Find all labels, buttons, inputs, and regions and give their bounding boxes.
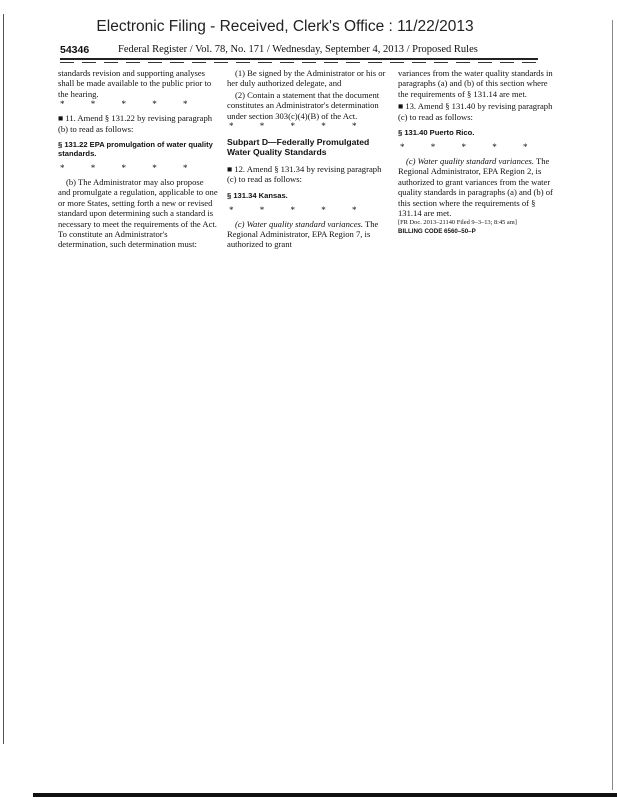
omission-stars: * * * * * — [60, 163, 200, 174]
paragraph-lead: (c) Water quality standard variances. — [235, 218, 364, 229]
omission-stars: * * * * * — [60, 99, 200, 110]
amendment-instruction: ■ 12. Amend § 131.34 by revising paragraph (c) to read as follows: — [227, 163, 382, 185]
running-header: Federal Register / Vol. 78, No. 171 / Wednesday, September 4, 2013 / Proposed Rules — [118, 44, 478, 55]
column-2 — [227, 68, 387, 251]
federal-register-header — [60, 44, 540, 58]
column-3 — [398, 68, 558, 237]
omission-stars: * * * * * — [229, 204, 369, 215]
paragraph: (2) Contain a statement that the document constitutes an Administrator's determination under section 303(c)(4)(B) of the Act. — [227, 89, 380, 121]
header-rule — [60, 58, 538, 60]
omission-stars: * * * * * — [229, 121, 369, 132]
page-right-edge — [612, 20, 613, 790]
omission-stars: * * * * * — [400, 142, 540, 153]
page-number: 54346 — [60, 44, 90, 56]
column-1 — [58, 68, 218, 251]
paragraph: variances from the water quality standards in paragraphs (a) and (b) of this section where the requirements of § 131.14 are met. — [398, 68, 553, 99]
paragraph: standards revision and supporting analyses shall be made available to the public prior to the hearing. — [58, 68, 212, 99]
paragraph-text: The Regional Administrator, EPA Region 7, is authorized to grant — [227, 218, 379, 250]
subpart-heading: Subpart D—Federally Promulgated Water Quality Standards — [227, 137, 370, 158]
paragraph: (b) The Administrator may also propose and promulgate a regulation, applicable to one or more States, setting forth a new or revised standard upon determining such a standard is necessary to meet the requirements of the Act. To constitute an Administrator's determination, such determination must: — [58, 177, 218, 250]
paragraph-lead: (c) Water quality standard variances. — [406, 156, 535, 167]
paragraph — [398, 156, 558, 218]
paragraph — [227, 219, 387, 250]
paragraph: (1) Be signed by the Administrator or his or her duly authorized delegate, and — [227, 68, 386, 89]
page-left-edge — [3, 14, 4, 744]
column-rule — [60, 62, 538, 63]
billing-code: BILLING CODE 6560–50–P — [398, 228, 476, 236]
amendment-instruction: ■ 11. Amend § 131.22 by revising paragraph (b) to read as follows: — [58, 113, 213, 134]
fr-doc-citation: [FR Doc. 2013–21140 Filed 9–3–13; 8:45 am] — [398, 219, 517, 227]
section-heading: § 131.22 EPA promulgation of water quality standards. — [58, 140, 213, 159]
page-bottom-edge — [33, 793, 617, 797]
filing-stamp: Electronic Filing - Received, Clerk's Office : 11/22/2013 — [96, 18, 474, 35]
amendment-instruction: ■ 13. Amend § 131.40 by revising paragraph (c) to read as follows: — [398, 101, 553, 122]
section-heading: § 131.40 Puerto Rico. — [398, 128, 475, 138]
section-heading: § 131.34 Kansas. — [227, 190, 288, 200]
paragraph-text: The Regional Administrator, EPA Region 2, is authorized to grant variances from the water quality standards in paragraphs (a) and (b) of this section where the requirements of § 131.14 are met. — [398, 156, 553, 219]
